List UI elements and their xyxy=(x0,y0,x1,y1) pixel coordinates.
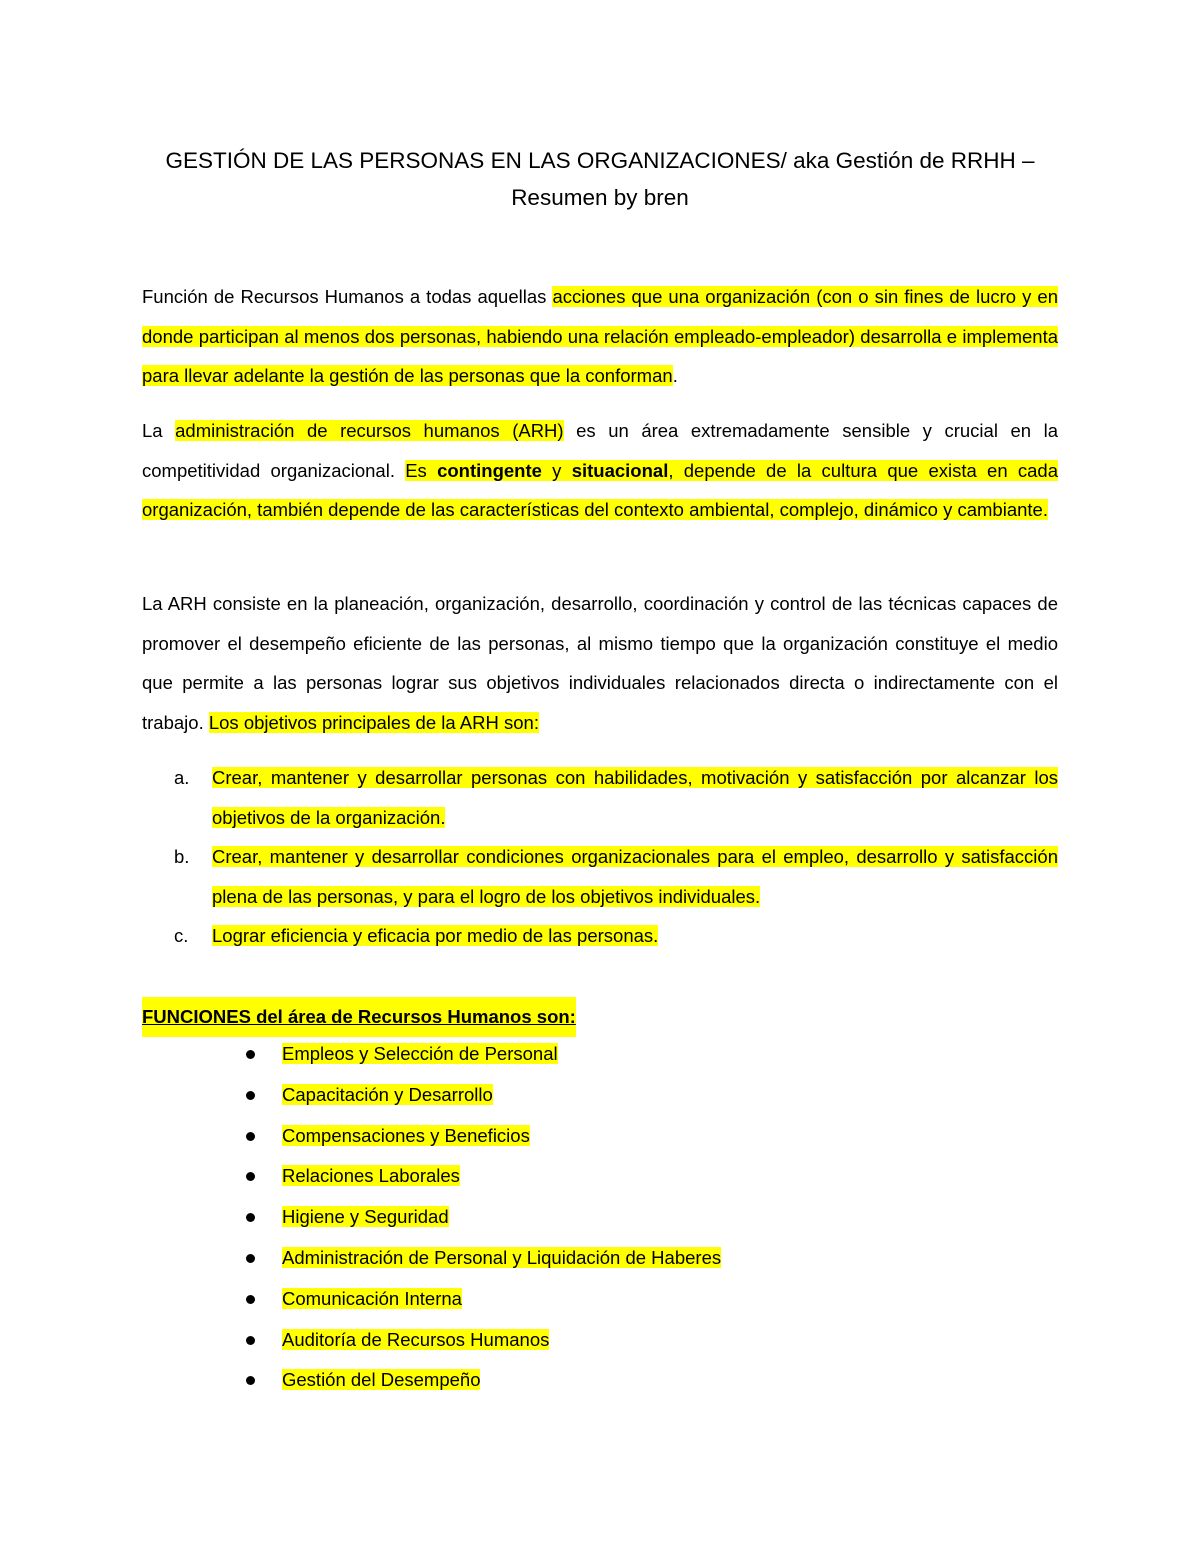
objective-marker: c. xyxy=(174,925,189,946)
function-label: Gestión del Desempeño xyxy=(282,1369,481,1391)
consists-text: La ARH consiste en la planeación, organización, desarrollo, coordinación y control de las técnicas capaces de promover el desempeño eficiente de las personas, al mismo tiempo que la organización constituye el medio que permite a las personas lograr sus objetivos individuales relacionados directa o indirectamente con el trabajo. xyxy=(142,593,1058,733)
arh-situacional-bold: situacional xyxy=(571,459,669,481)
bullet-icon xyxy=(246,1091,255,1100)
objective-marker: a. xyxy=(174,767,190,788)
objective-text: Lograr eficiencia y eficacia por medio de las personas. xyxy=(212,925,659,946)
function-label: Capacitación y Desarrollo xyxy=(282,1083,493,1105)
function-item xyxy=(244,1036,721,1077)
function-label: Compensaciones y Beneficios xyxy=(282,1124,530,1146)
function-label: Administración de Personal y Liquidación de Haberes xyxy=(282,1246,722,1268)
functions-list xyxy=(244,1036,721,1403)
paragraph-definition xyxy=(142,277,1058,396)
definition-intro: Función de Recursos Humanos a todas aquellas xyxy=(142,286,553,307)
objective-item xyxy=(142,916,1058,956)
function-label: Relaciones Laborales xyxy=(282,1165,460,1187)
bullet-icon xyxy=(246,1213,255,1222)
objective-text: Crear, mantener y desarrollar condiciones organizacionales para el empleo, desarrollo y satisfacción plena de las personas, y para el logro de los objetivos individuales. xyxy=(212,846,1058,907)
title-line-1: GESTIÓN DE LAS PERSONAS EN LAS ORGANIZACIONES/ aka Gestión de RRHH – xyxy=(165,148,1035,173)
paragraph-arh-consists xyxy=(142,584,1058,742)
bullet-icon xyxy=(246,1172,255,1181)
definition-highlight: acciones que una organización (con o sin fines de lucro y en donde participan al menos dos personas, habiendo una relación empleado-empleador) desarrolla e implementa para llevar adelante la gestión de las personas que la conforman xyxy=(142,286,1058,386)
bullet-icon xyxy=(246,1050,255,1059)
function-label: Auditoría de Recursos Humanos xyxy=(282,1328,550,1350)
bullet-icon xyxy=(246,1336,255,1345)
arh-context: , depende de la cultura que exista en cada organización, también depende de las características del contexto ambiental, complejo, dinámico y cambiante. xyxy=(142,459,1058,520)
function-item xyxy=(244,1322,721,1363)
document-title xyxy=(142,142,1058,216)
objective-marker: b. xyxy=(174,846,190,867)
title-line-2: Resumen by bren xyxy=(511,185,689,210)
function-item xyxy=(244,1281,721,1322)
function-item xyxy=(244,1362,721,1403)
objective-text: Crear, mantener y desarrollar personas con habilidades, motivación y satisfacción por alcanzar los objetivos de la organización. xyxy=(212,767,1058,828)
paragraph-arh xyxy=(142,411,1058,530)
definition-period: . xyxy=(672,365,678,386)
functions-heading: FUNCIONES del área de Recursos Humanos son: xyxy=(142,997,576,1037)
function-item xyxy=(244,1118,721,1159)
arh-contingente-bold: contingente xyxy=(437,459,542,481)
objective-item xyxy=(142,837,1058,916)
function-item xyxy=(244,1077,721,1118)
arh-start: La xyxy=(142,420,176,441)
arh-y: y xyxy=(541,459,572,481)
function-item xyxy=(244,1199,721,1240)
objectives-intro-highlight: Los objetivos principales de la ARH son: xyxy=(208,711,539,733)
arh-es: Es xyxy=(405,459,438,481)
bullet-icon xyxy=(246,1376,255,1385)
bullet-icon xyxy=(246,1132,255,1141)
arh-description: es un área extremadamente sensible y crucial en la competitividad organizacional. xyxy=(142,420,1058,481)
function-label: Empleos y Selección de Personal xyxy=(282,1043,558,1064)
function-item xyxy=(244,1240,721,1281)
function-label: Comunicación Interna xyxy=(282,1287,462,1309)
function-label: Higiene y Seguridad xyxy=(282,1206,449,1228)
bullet-icon xyxy=(246,1254,255,1263)
function-item xyxy=(244,1158,721,1199)
objective-item xyxy=(142,758,1058,837)
arh-term-highlight: administración de recursos humanos (ARH) xyxy=(175,420,564,441)
objectives-list xyxy=(142,758,1058,956)
bullet-icon xyxy=(246,1295,255,1304)
